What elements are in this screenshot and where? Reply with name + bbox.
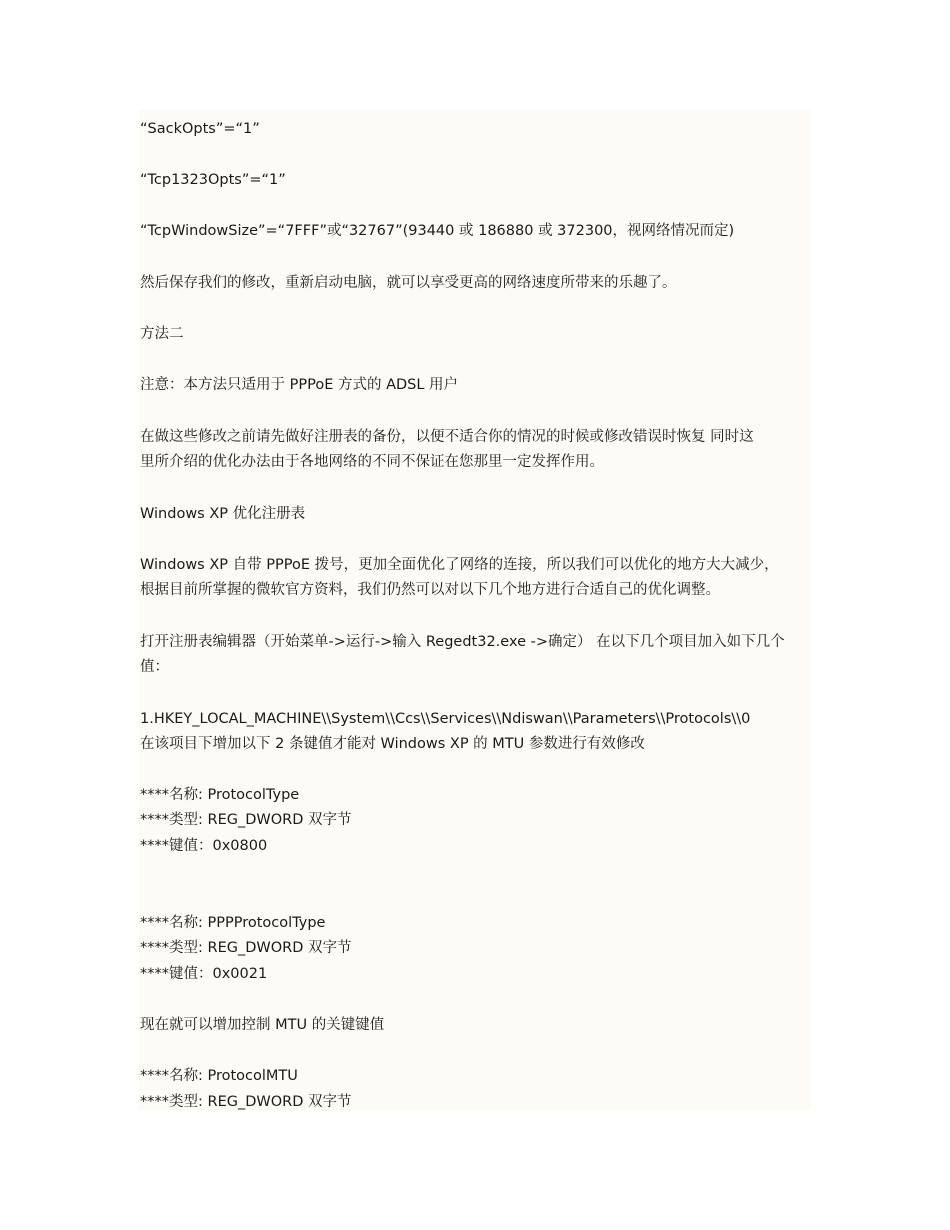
key-name-protocolmtu: ****名称: ProtocolMTU — [140, 1068, 298, 1084]
key-type-protocolmtu: ****类型: REG_DWORD 双字节 — [140, 1094, 352, 1110]
content-panel — [139, 110, 811, 1110]
key-type-pppprotocoltype: ****类型: REG_DWORD 双字节 — [140, 940, 352, 956]
registry-line-sackopts: “SackOpts”=“1” — [140, 121, 260, 137]
key-value-protocoltype: ****键值：0x0800 — [140, 838, 268, 854]
registry-line-tcpwindowsize: “TcpWindowSize”=“7FFF”或“32767”(93440 或 186880 或 372300，视网络情况而定) — [140, 223, 735, 239]
paragraph-open-regedit-line-2: 值： — [140, 659, 169, 675]
registry-line-tcp1323opts: “Tcp1323Opts”=“1” — [140, 172, 286, 188]
section-heading-xp-registry: Windows XP 优化注册表 — [140, 506, 306, 522]
paragraph-backup-line-1: 在做这些修改之前请先做好注册表的备份，以便不适合你的情况的时候或修改错误时恢复 同时这 — [140, 429, 754, 445]
key-name-pppprotocoltype: ****名称: PPPProtocolType — [140, 915, 326, 931]
paragraph-open-regedit-line-1: 打开注册表编辑器（开始菜单->运行->输入 Regedt32.exe ->确定） 在以下几个项目加入如下几个 — [140, 634, 785, 650]
key-type-protocoltype: ****类型: REG_DWORD 双字节 — [140, 812, 352, 828]
paragraph-add-two-keys: 在该项目下增加以下 2 条键值才能对 Windows XP 的 MTU 参数进行有效修改 — [140, 736, 645, 752]
section-heading-method-two: 方法二 — [140, 326, 184, 342]
registry-path: 1.HKEY_LOCAL_MACHINE\\System\\Ccs\\Services\\Ndiswan\\Parameters\\Protocols\\0 — [140, 711, 751, 727]
paragraph-xp-pppoe-line-1: Windows XP 自带 PPPoE 拨号，更加全面优化了网络的连接，所以我们可以优化的地方大大减少， — [140, 557, 779, 573]
paragraph-save-restart: 然后保存我们的修改，重新启动电脑，就可以享受更高的网络速度所带来的乐趣了。 — [140, 275, 677, 291]
key-value-pppprotocoltype: ****键值：0x0021 — [140, 966, 268, 982]
key-name-protocoltype: ****名称: ProtocolType — [140, 787, 300, 803]
paragraph-backup-line-2: 里所介绍的优化办法由于各地网络的不同不保证在您那里一定发挥作用。 — [140, 454, 604, 470]
paragraph-add-mtu-key: 现在就可以增加控制 MTU 的关键键值 — [140, 1017, 385, 1033]
paragraph-note: 注意：本方法只适用于 PPPoE 方式的 ADSL 用户 — [140, 377, 459, 393]
paragraph-xp-pppoe-line-2: 根据目前所掌握的微软官方资料，我们仍然可以对以下几个地方进行合适自己的优化调整。 — [140, 582, 720, 598]
